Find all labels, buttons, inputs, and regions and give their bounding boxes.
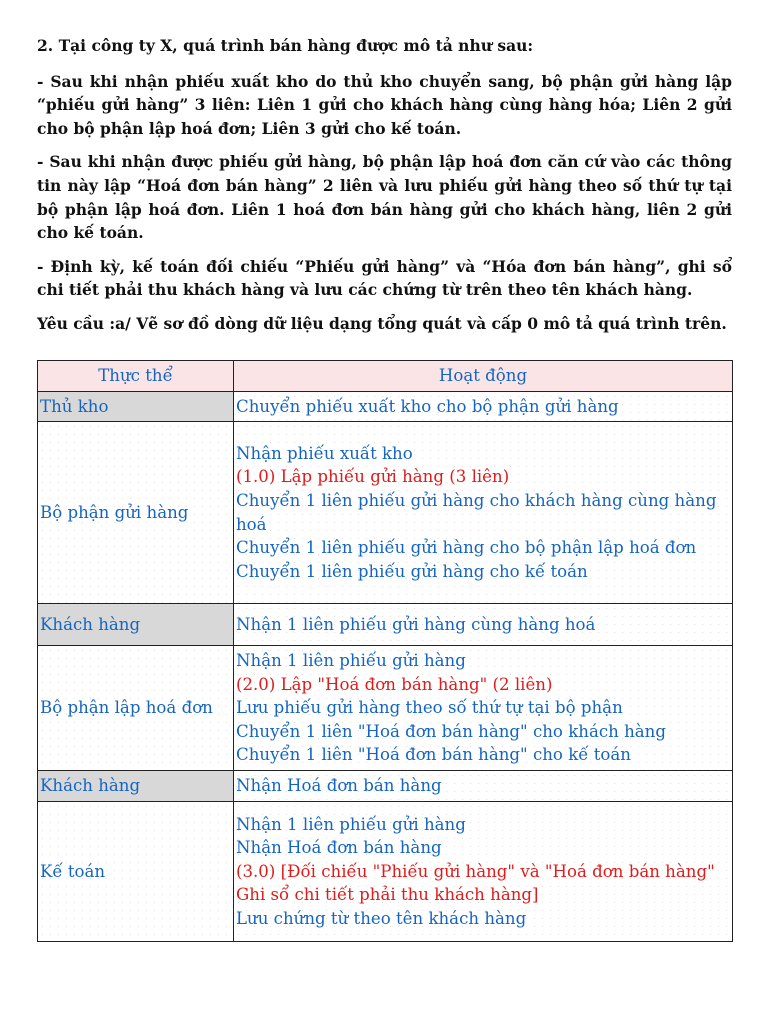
activity-line: Nhận Hoá đơn bán hàng <box>236 776 442 796</box>
paragraph-invoicing: - Sau khi nhận được phiếu gửi hàng, bộ phận lập hoá đơn căn cứ vào các thông tin này lập “Hoá đơn bán hàng” 2 liên và lưu phiếu gửi hàng theo số thứ tự tại bộ phận lập hoá đơn. Liên 1 hoá đơn bán hàng gửi cho khách hàng, liên 2 gửi cho kế toán. <box>37 152 732 243</box>
entity-cell: Bộ phận lập hoá đơn <box>38 646 234 771</box>
table-body <box>38 392 733 942</box>
question-title: 2. Tại công ty X, quá trình bán hàng được mô tả như sau: <box>37 36 534 55</box>
activity-cell <box>234 392 733 422</box>
activity-line: Chuyển 1 liên phiếu gửi hàng cho kế toán <box>236 561 588 581</box>
table-row <box>38 604 733 646</box>
question-text <box>37 34 732 346</box>
activity-line: Chuyển 1 liên phiếu gửi hàng cho bộ phận lập hoá đơn <box>236 538 697 558</box>
entity-cell: Kế toán <box>38 802 234 942</box>
table-header-row <box>38 361 733 392</box>
paragraph-shipping: - Sau khi nhận phiếu xuất kho do thủ kho chuyển sang, bộ phận gửi hàng lập “phiếu gửi hàng” 3 liên: Liên 1 gửi cho khách hàng cùng hàng hóa; Liên 2 gửi cho bộ phận lập hoá đơn; Liên 3 gửi cho kế toán. <box>37 71 732 138</box>
activity-line: Nhận phiếu xuất kho <box>236 443 413 463</box>
activity-line: Nhận 1 liên phiếu gửi hàng <box>236 651 466 671</box>
requirement-text: Yêu cầu :a/ Vẽ sơ đồ dòng dữ liệu dạng tổng quát và cấp 0 mô tả quá trình trên. <box>37 313 727 333</box>
entity-cell: Thủ kho <box>38 392 234 422</box>
activity-line: Nhận 1 liên phiếu gửi hàng cùng hàng hoá <box>236 614 596 634</box>
entity-cell: Bộ phận gửi hàng <box>38 422 234 604</box>
table-row <box>38 422 733 604</box>
activity-line: Nhận 1 liên phiếu gửi hàng <box>236 814 466 834</box>
entity-cell: Khách hàng <box>38 604 234 646</box>
activity-cell <box>234 422 733 604</box>
header-activity: Hoạt động <box>234 361 733 392</box>
entity-activity-table <box>37 360 733 942</box>
activity-line: Nhận Hoá đơn bán hàng <box>236 838 442 858</box>
process-step-line: (1.0) Lập phiếu gửi hàng (3 liên) <box>236 467 510 487</box>
activity-line: Chuyển 1 liên "Hoá đơn bán hàng" cho khách hàng <box>236 721 666 741</box>
table-row <box>38 646 733 771</box>
table-row <box>38 771 733 802</box>
table-row <box>38 802 733 942</box>
process-step-line: (2.0) Lập "Hoá đơn bán hàng" (2 liên) <box>236 674 553 694</box>
entity-cell: Khách hàng <box>38 771 234 802</box>
activity-cell <box>234 771 733 802</box>
process-step-line: (3.0) [Đối chiếu "Phiếu gửi hàng" và "Hoá đơn bán hàng" <box>236 861 715 881</box>
activity-line: Lưu phiếu gửi hàng theo số thứ tự tại bộ phận <box>236 698 623 718</box>
activity-cell <box>234 802 733 942</box>
activity-cell <box>234 646 733 771</box>
activity-line: Lưu chứng từ theo tên khách hàng <box>236 908 527 928</box>
activity-line: Chuyển 1 liên "Hoá đơn bán hàng" cho kế toán <box>236 745 631 765</box>
process-step-line: Ghi sổ chi tiết phải thu khách hàng] <box>236 885 539 905</box>
activity-cell <box>234 604 733 646</box>
table-row <box>38 392 733 422</box>
activity-line: Chuyển 1 liên phiếu gửi hàng cho khách hàng cùng hàng hoá <box>236 490 717 534</box>
paragraph-accounting: - Định kỳ, kế toán đối chiếu “Phiếu gửi hàng” và “Hóa đơn bán hàng”, ghi sổ chi tiết phải thu khách hàng và lưu các chứng từ trên theo tên khách hàng. <box>37 256 732 300</box>
activity-line: Chuyển phiếu xuất kho cho bộ phận gửi hàng <box>236 396 619 416</box>
header-entity: Thực thể <box>38 361 234 392</box>
